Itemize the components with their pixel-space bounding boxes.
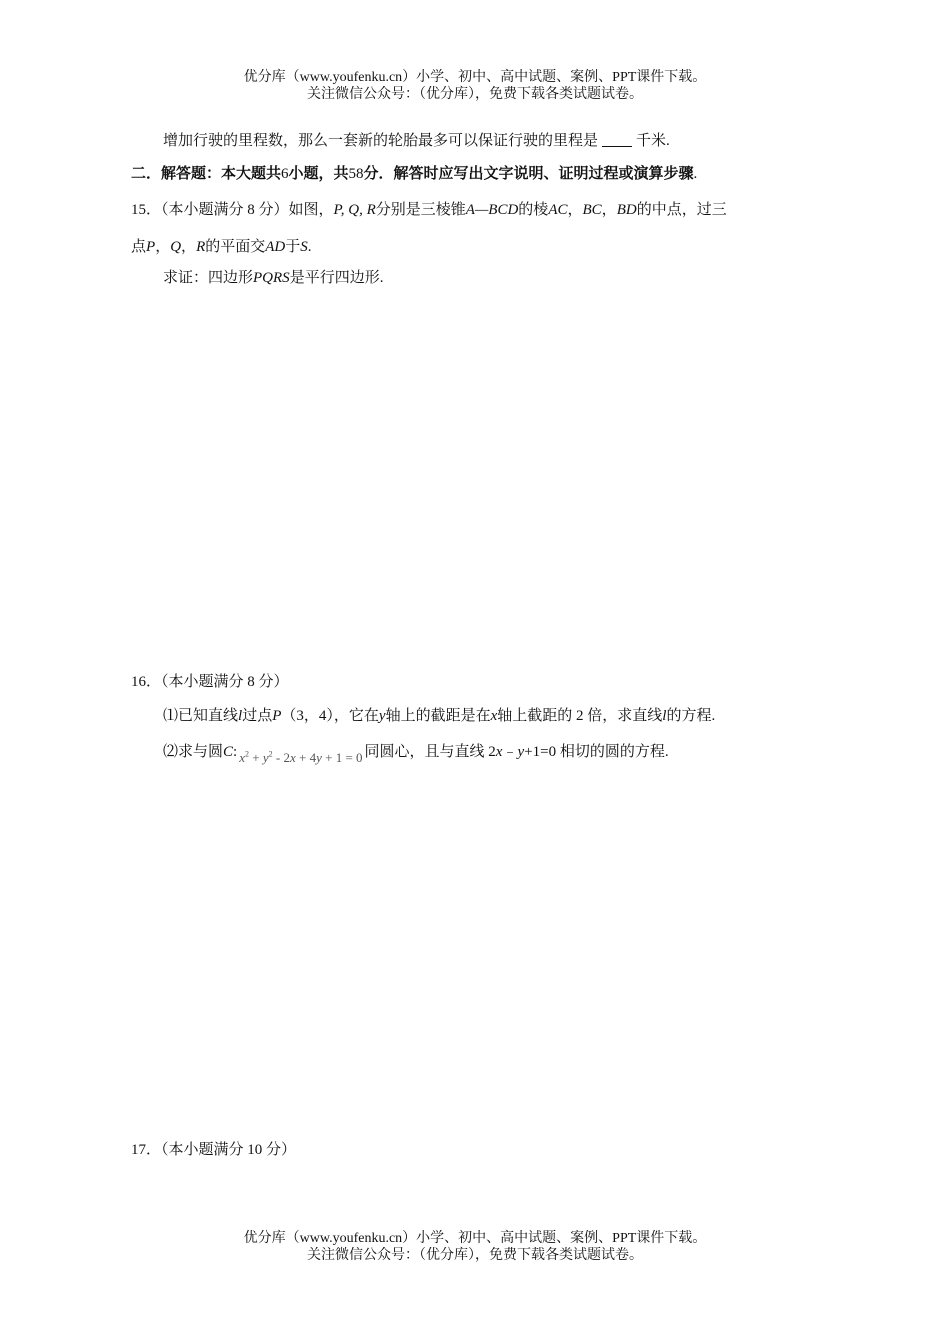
footer-line-2: 关注微信公众号：（优分库），免费下载各类试题试卷。 <box>307 1248 643 1263</box>
q17-heading: 17．（本小题满分 10 分） <box>131 1142 297 1158</box>
question-number: 17． <box>131 1142 162 1158</box>
circle-equation: $x^2 + y^2 - 2x + 4y + 1 = 0$ <box>239 749 363 765</box>
q16-part-2: ⑵求与圆C: $x^2 + y^2 - 2x + 4y + 1 = 0$ 同圆心，且与直线 2x﹣y+1=0 相切的圆的方程. <box>163 744 669 765</box>
question-number: 16． <box>131 674 162 690</box>
q16-part-1: ⑴已知直线l过点P（3，4），它在y轴上的截距是在x轴上截距的 2 倍，求直线l的方程. <box>163 708 716 724</box>
q15-line-2: 点P，Q，R的平面交AD于S. <box>131 239 312 255</box>
page-footer <box>0 1230 950 1264</box>
footer-line-1: 优分库（www.youfenku.cn）小学、初中、高中试题、案例、PPT课件下载。 <box>243 1231 707 1246</box>
header-line-1: 优分库（www.youfenku.cn）小学、初中、高中试题、案例、PPT课件下载。 <box>243 70 707 85</box>
section-2-heading: 二．解答题：本大题共6小题，共58分．解答时应写出文字说明、证明过程或演算步骤. <box>131 166 698 182</box>
answer-blank <box>602 146 632 147</box>
question-number: 15． <box>131 202 162 218</box>
q15-prove: 求证：四边形PQRS是平行四边形. <box>163 270 384 286</box>
page-header <box>0 69 950 103</box>
q16-heading: 16．（本小题满分 8 分） <box>131 674 289 690</box>
q14-continuation: 增加行驶的里程数，那么一套新的轮胎最多可以保证行驶的里程是 千米. <box>163 133 670 149</box>
header-line-2: 关注微信公众号：（优分库），免费下载各类试题试卷。 <box>307 87 643 102</box>
q15-line-1: 15．（本小题满分 8 分）如图，P, Q, R分别是三棱锥A—BCD的棱AC，BC，BD的中点，过三 <box>131 202 727 218</box>
